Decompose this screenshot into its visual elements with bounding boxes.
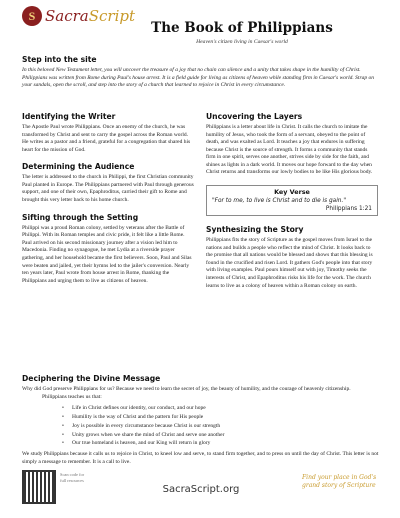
key-verse-title: Key Verse — [274, 188, 310, 197]
brand-name-part1: Sacra — [45, 7, 89, 25]
audience-heading: Determining the Audience — [22, 162, 135, 172]
writer-section — [22, 112, 194, 154]
setting-section — [22, 213, 194, 286]
divine-message-section — [22, 374, 380, 466]
site-link[interactable]: SacraScript.org — [162, 484, 240, 495]
intro-heading: Step into the site — [22, 55, 97, 64]
divine-closing: We study Philippians because it calls us to rejoice in Christ, to kneel low and serve, to stand firm together, and to press on until the day of Christ. This letter is not simply a message to remember. It is a call to live. — [22, 451, 379, 465]
synthesis-heading: Synthesizing the Story — [206, 225, 304, 235]
page-title: The Book of Philippians — [151, 20, 333, 36]
list-item: • Joy is possible in every circumstance because Christ is our strength — [62, 422, 380, 431]
divine-heading: Deciphering the Divine Message — [22, 374, 161, 383]
logo-badge-icon: S — [22, 6, 42, 26]
qr-label: Scan code for full resources — [60, 472, 85, 483]
left-column — [22, 112, 194, 293]
layers-heading: Uncovering the Layers — [206, 112, 303, 121]
list-item: • Unity grows when we share the mind of Christ and serve one another — [62, 431, 380, 440]
setting-text: Philippi was a proud Roman colony, settled by veterans after the Battle of Philippi. With its Roman temples and civic pride, it felt like a little Rome. Paul arrived on his second missionary journey after a vision led him to Macedonia. Finding no synagogue, he met Lydia at a riverside prayer gathering, and her household became the first believers. Soon, Paul and Silas were beaten and jailed, yet their hymns led to the jailer's conversion. Nearly ten years later, Paul wrote from house arrest in Rome, thanking the Philippians and urging them to live as citizens of heaven. — [22, 224, 192, 284]
page-subtitle: Heaven's citizen living in Caesar's world — [196, 39, 288, 45]
intro-section — [22, 55, 380, 90]
list-item: • Our true homeland is heaven, and our King will return in glory — [62, 439, 380, 448]
key-verse-reference: Philippians 1:21 — [325, 206, 372, 213]
tagline: Find your place in God's grand story of Scripture — [302, 474, 377, 489]
list-item: • Humility is the way of Christ and the pattern for His people — [62, 413, 380, 422]
header — [22, 6, 382, 46]
audience-section — [22, 162, 194, 204]
intro-text: In this beloved New Testament letter, you will uncover the treasure of a joy that no chain can silence and a unity that takes shape in the humility of Christ. Philippians was written from Rome during Paul's house arrest. It is a field guide for living as citizens of heaven while standing firm in Caesar's world. Strap on your sandals, open the scroll, and step into the story of a church that learned to rejoice in Christ in every circumstance. — [22, 67, 374, 89]
right-column — [206, 112, 378, 298]
synthesis-text: Philippians fits the story of Scripture as the gospel moves from Israel to the nations and builds a people who reflect the mind of Christ. It looks back to the promise that all nations would be blessed and shows that this blessing is found in the crucified and risen Lord. It gathers God's people into that story with living examples. Paul pours himself out with joy, Timothy seeks the interests of Christ, and Epaphroditus risks his life for the work. The church learns to live as a colony of heaven within a Roman colony on earth. — [206, 237, 373, 289]
key-verse-box — [206, 185, 378, 216]
key-verse-quote: "For to me, to live is Christ and to die is gain." — [212, 198, 346, 205]
footer — [22, 470, 380, 510]
lessons-list — [22, 404, 380, 448]
layers-section — [206, 112, 378, 177]
writer-text: The Apostle Paul wrote Philippians. Once an enemy of the church, he was transformed by Christ and sent to carry the gospel across the Roman world. He writes as a pastor and a friend, grateful for a congregation that shared his heart for the mission of God. — [22, 124, 191, 153]
audience-text: The letter is addressed to the church in Philippi, the first Christian community Paul planted in Europe. The Philippians partnered with Paul through generous support, and one of their own, Epaphroditus, carried their gift to Rome and brought this very letter back to his home church. — [22, 174, 194, 204]
setting-heading: Sifting through the Setting — [22, 212, 139, 222]
list-item: • Life in Christ defines our identity, our conduct, and our hope — [62, 404, 380, 413]
divine-list-intro: Philippians teaches us that: — [42, 393, 102, 400]
layers-text: Philippians is a letter about life in Christ. It calls the church to imitate the humility of Jesus, who took the form of a servant, obeyed to the point of death, and was exalted as Lord. It teaches a joy that endures in suffering because Christ is the source of strength. It forms a community that stands firm in one spirit, serves one another, strives side by side for the faith, and shines as lights in a dark world. It moves our hope forward to the day when Christ returns and transforms our lowly bodies to be like His glorious body. — [206, 124, 373, 176]
synthesis-section — [206, 225, 378, 290]
divine-text: Why did God preserve Philippians for us? Because we need to learn the secret of joy, the beauty of humility, and the courage of heavenly citizenship. — [22, 386, 351, 392]
brand-name-part2: Script — [88, 7, 136, 25]
writer-heading: Identifying the Writer — [22, 112, 116, 121]
